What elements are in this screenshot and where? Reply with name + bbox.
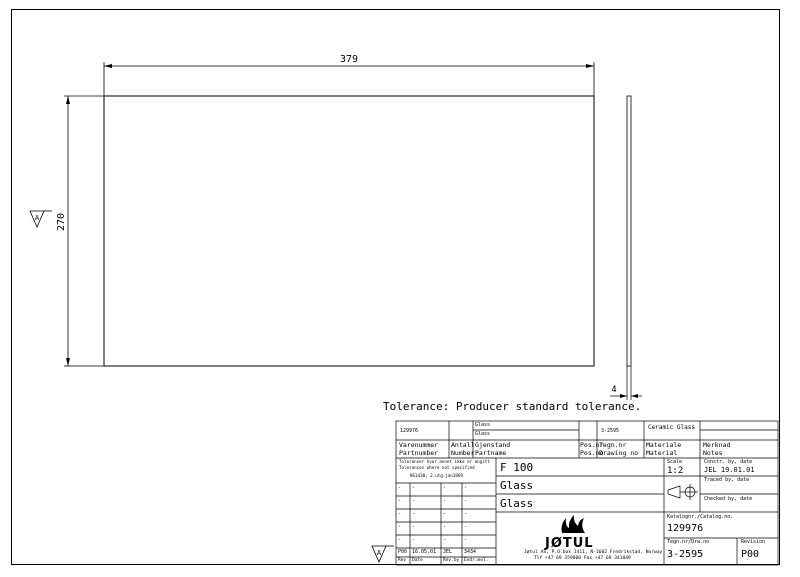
- rev-cell: -: [464, 524, 468, 530]
- scale-value: 1:2: [667, 466, 684, 476]
- rev-cell: -: [412, 498, 416, 504]
- checked-label: Checked by, date: [704, 496, 753, 502]
- thickness-dimension-text: 4: [611, 385, 617, 395]
- header-gjenstand: Gjenstand: [475, 441, 511, 449]
- drwno-value: 3-2595: [667, 549, 704, 560]
- header-materiale: Materiale: [646, 441, 682, 449]
- rev-cell: -: [464, 485, 468, 491]
- part-name-no-top: Glass: [475, 422, 491, 428]
- rev-cell: JEL: [443, 549, 453, 555]
- catalog-label: Katalognr./Catalog.no.: [667, 514, 734, 520]
- name-no: Glass: [500, 479, 534, 492]
- rev-header-revby: Rev.by: [443, 558, 460, 563]
- rev-cell: -: [398, 485, 402, 491]
- rev-cell: -: [398, 524, 402, 530]
- rev-header-rev: Rev: [398, 558, 407, 563]
- part-number-top: 129976: [400, 428, 419, 434]
- material-top: Ceramic Glass: [648, 424, 695, 431]
- glass-side-view: [627, 96, 631, 366]
- catalog-value: 129976: [667, 523, 704, 534]
- company-phone: Tlf +47 69 359000 Fax +47 69 341049: [534, 556, 631, 561]
- company-logo-text: JØTUL: [545, 536, 594, 551]
- constr-value: JEL 19.01.01: [704, 466, 755, 474]
- header-posnr: Pos.nr: [580, 441, 604, 449]
- rev-cell: P00: [398, 549, 408, 555]
- header-antall: Antall: [451, 441, 475, 449]
- rev-cell: -: [443, 498, 447, 504]
- header-posno: Pos.no: [580, 449, 604, 457]
- company-address: Jøtul AS, P.O.box 1411, N-1602 Fredrikstad, Norway: [524, 550, 663, 555]
- rev-cell: -: [412, 524, 416, 530]
- header-drawingno: Drawing no: [599, 449, 639, 457]
- height-dimension-text: 270: [56, 212, 67, 232]
- width-dimension-text: 379: [339, 54, 359, 65]
- header-notes: Notes: [703, 449, 723, 457]
- tolerance-line-2: Tolerances where not specified: [399, 465, 475, 470]
- rev-cell: -: [412, 511, 416, 517]
- scale-label: Scale: [667, 459, 683, 465]
- surface-finish-label: A: [34, 214, 40, 222]
- jotul-logo-flames: [562, 515, 586, 533]
- svg-text:A: A: [376, 549, 382, 557]
- revision-label: Revision: [741, 539, 766, 545]
- width-arrow-right: [586, 64, 594, 68]
- header-partnumber: Partnumber: [399, 449, 439, 457]
- rev-cell: 16.05.01: [412, 549, 437, 555]
- glass-pane-outline: [104, 96, 594, 366]
- rev-cell: -: [443, 524, 447, 530]
- part-name-en-top: Glass: [475, 431, 491, 437]
- rev-cell: -: [443, 511, 447, 517]
- drawing-no-top: 3-2595: [601, 428, 620, 434]
- projection-symbol: [668, 484, 698, 500]
- header-number: Number: [451, 449, 475, 457]
- rev-cell: -: [412, 537, 416, 543]
- constr-label: Constr. by, date: [704, 459, 753, 465]
- rev-cell: -: [464, 498, 468, 504]
- rev-cell: -: [464, 537, 468, 543]
- header-material: Material: [646, 449, 678, 457]
- revision-value: P00: [741, 549, 760, 560]
- traced-label: Traced by, date: [704, 477, 750, 483]
- tolerance-line-1: Toleranser hvor annet ikke er angitt: [399, 459, 490, 464]
- rev-cell: -: [443, 537, 447, 543]
- height-arrow-top: [66, 96, 70, 104]
- header-varenummer: Varenummer: [399, 441, 439, 449]
- rev-cell: -: [443, 485, 447, 491]
- rev-cell: -: [398, 511, 402, 517]
- rev-cell: -: [464, 511, 468, 517]
- name-en: Glass: [500, 497, 534, 510]
- header-tegnnr: Tegn.nr: [599, 441, 627, 449]
- rev-cell: -: [412, 485, 416, 491]
- rev-cell: 3434: [464, 549, 477, 555]
- header-merknad: Merknad: [703, 441, 731, 449]
- header-partname: Partname: [475, 449, 507, 457]
- tolerance-line-3: NS1430, 2.utg.jan1969: [410, 473, 463, 478]
- main-description: F 100: [500, 461, 534, 474]
- rev-cell: -: [398, 537, 402, 543]
- height-arrow-bottom: [66, 358, 70, 366]
- drwno-label: Tegn.nr/Drw.no: [667, 539, 710, 545]
- rev-header-endrmel: Endr.mel.: [464, 558, 489, 563]
- rev-cell: -: [398, 498, 402, 504]
- width-arrow-left: [104, 64, 112, 68]
- rev-header-date: Date: [412, 558, 423, 563]
- tolerance-note: Tolerance: Producer standard tolerance.: [383, 400, 642, 413]
